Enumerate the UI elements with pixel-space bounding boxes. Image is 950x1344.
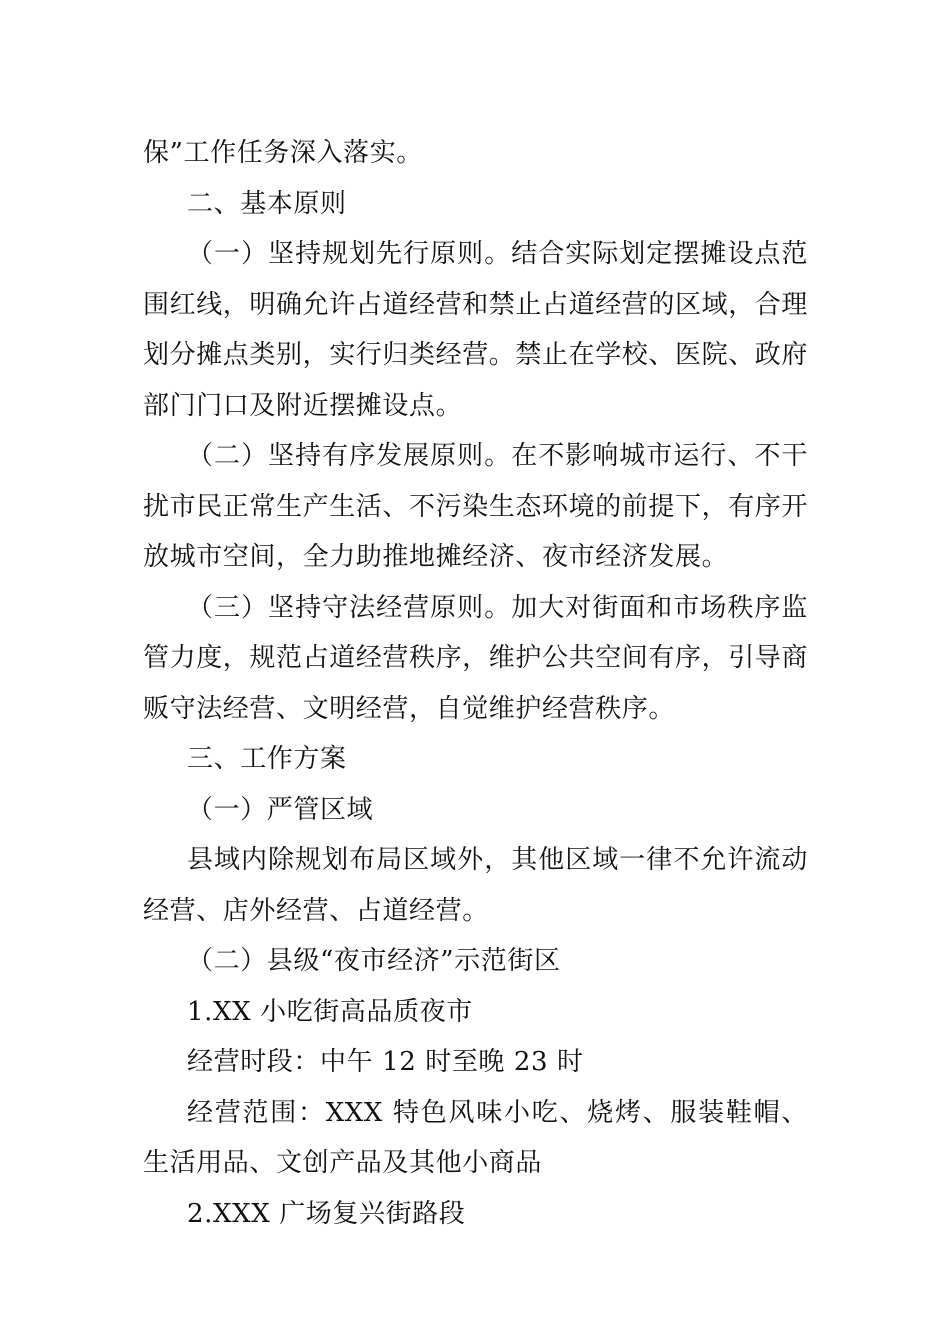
paragraph-business-scope: 经营范围：XXX 特色风味小吃、烧烤、服装鞋帽、生活用品、文创产品及其他小商品 (143, 1097, 808, 1178)
paragraph-strict-control-rule: 县域内除规划布局区域外，其他区域一律不允许流动经营、店外经营、占道经营。 (143, 845, 808, 926)
paragraph-principle-orderly-development: （二）坚持有序发展原则。在不影响城市运行、不干扰市民正常生产生活、不污染生态环境的前提下，有序开放城市空间，全力助推地摊经济、夜市经济发展。 (143, 441, 809, 572)
paragraph-principle-planning: （一）坚持规划先行原则。结合实际划定摆摊设点范围红线，明确允许占道经营和禁止占道经营的区域，合理划分摊点类别，实行归类经营。禁止在学校、医院、政府部门门口及附近摆摊设点。 (143, 239, 809, 421)
section-heading-basic-principles: 二、基本原则 (187, 188, 347, 219)
subheading-night-market-demo-blocks: （二）县级“夜市经济”示范街区 (187, 946, 561, 976)
paragraph-business-hours: 经营时段：中午 12 时至晚 23 时 (187, 1047, 584, 1077)
document-body (143, 128, 808, 1239)
list-item-snack-street: 1.XX 小吃街高品质夜市 (187, 996, 473, 1027)
list-item-plaza-road-section: 2.XXX 广场复兴街路段 (187, 1198, 466, 1229)
subheading-strict-control-area: （一）严管区域 (187, 794, 374, 825)
paragraph-principle-lawful-operation: （三）坚持守法经营原则。加大对街面和市场秩序监管力度，规范占道经营秩序，维护公共空间有序，引导商贩守法经营、文明经营，自觉维护经营秩序。 (143, 592, 809, 724)
section-heading-work-plan: 三、工作方案 (187, 744, 347, 774)
paragraph-continuation: 保”工作任务深入落实。 (143, 138, 423, 168)
